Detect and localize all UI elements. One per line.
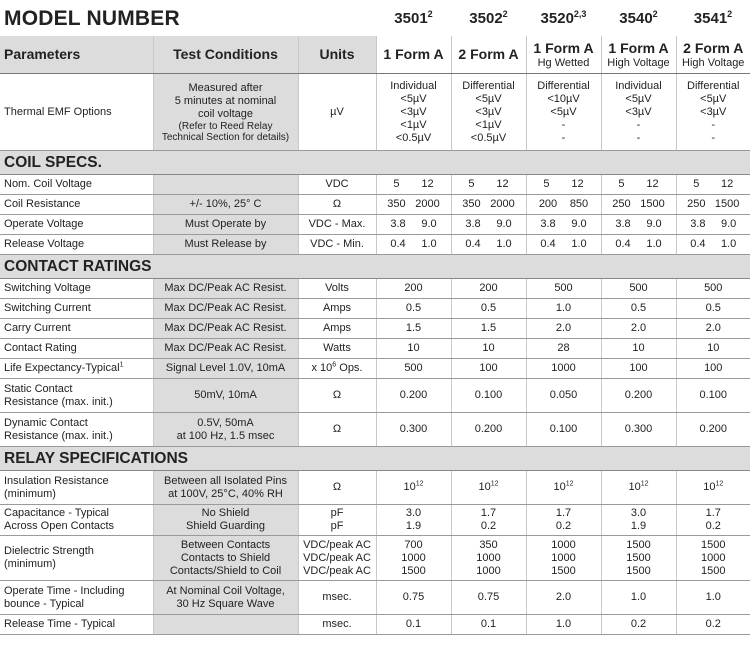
section-title: RELAY SPECIFICATIONS <box>0 447 750 471</box>
section-title: COIL SPECS. <box>0 151 750 175</box>
test-condition: +/- 10%, 25° C <box>153 195 298 215</box>
value-cell: 0.100 <box>451 379 526 413</box>
value-cell: $10^{12}$ <box>451 471 526 505</box>
test-condition: Must Release by <box>153 235 298 255</box>
test-condition: Max DC/Peak AC Resist. <box>153 299 298 319</box>
value-cell: 0.4 1.0 <box>601 235 676 255</box>
release-time-row <box>0 615 750 635</box>
value-cell: 10 <box>676 339 750 359</box>
life-expectancy-typical-row <box>0 359 750 379</box>
value-cell: $10^{12}$ <box>526 471 601 505</box>
value-cell: 0.300 <box>376 413 451 447</box>
value-cell: 0.75 <box>451 581 526 615</box>
release-voltage-row <box>0 235 750 255</box>
model-3501: 3501$^2$ <box>394 8 433 27</box>
header-form-3502: 2 Form A <box>451 36 526 74</box>
column-header-row <box>0 36 750 74</box>
value-cell: 200 850 <box>526 195 601 215</box>
header-form-3541: 2 Form A High Voltage <box>676 36 750 74</box>
value-cell: 350 1000 1000 <box>451 536 526 581</box>
insulation-resistance-row <box>0 471 750 505</box>
test-condition: 50mV, 10mA <box>153 379 298 413</box>
unit: VDC <box>298 175 376 195</box>
carry-current-row <box>0 319 750 339</box>
value-cell: $10^{12}$ <box>676 471 750 505</box>
value-cell: 5 12 <box>451 175 526 195</box>
test-condition: Between Contacts Contacts to Shield Contacts/Shield to Coil <box>153 536 298 581</box>
param-label: Static Contact Resistance (max. init.) <box>0 379 153 413</box>
value-cell: 0.2 <box>676 615 750 635</box>
unit: msec. <box>298 581 376 615</box>
nom-coil-voltage-row <box>0 175 750 195</box>
value-cell: 1500 1500 1500 <box>601 536 676 581</box>
value-cell: 0.5 <box>676 299 750 319</box>
contact-rating-row <box>0 339 750 359</box>
value-cell: $10^{12}$ <box>376 471 451 505</box>
test-condition: Max DC/Peak AC Resist. <box>153 319 298 339</box>
test-condition: Between all Isolated Pins at 100V, 25°C, 40% RH <box>153 471 298 505</box>
param-label: Thermal EMF Options <box>0 74 153 151</box>
value-cell: Differential <5µV <3µV <1µV <0.5µV <box>451 74 526 151</box>
value-cell: 0.200 <box>601 379 676 413</box>
param-label: Contact Rating <box>0 339 153 359</box>
model-3541: 3541$^2$ <box>693 8 733 27</box>
value-cell: 200 <box>451 279 526 299</box>
switching-voltage-row <box>0 279 750 299</box>
test-condition: At Nominal Coil Voltage, 30 Hz Square Wave <box>153 581 298 615</box>
value-cell: $10^{12}$ <box>601 471 676 505</box>
unit: msec. <box>298 615 376 635</box>
value-cell: 3.8 9.0 <box>676 215 750 235</box>
value-cell: 2.0 <box>526 319 601 339</box>
value-cell: 200 <box>376 279 451 299</box>
value-cell: 3.8 9.0 <box>376 215 451 235</box>
value-cell: 2.0 <box>526 581 601 615</box>
unit: VDC - Min. <box>298 235 376 255</box>
value-cell: 1.0 <box>526 615 601 635</box>
param-label: Operate Voltage <box>0 215 153 235</box>
value-cell: 1.0 <box>676 581 750 615</box>
value-cell: 100 <box>451 359 526 379</box>
model-number-title: MODEL NUMBER <box>4 6 180 30</box>
value-cell: Differential <5µV <3µV - - <box>676 74 750 151</box>
value-cell: 0.4 1.0 <box>451 235 526 255</box>
param-label: Dielectric Strength (minimum) <box>0 536 153 581</box>
value-cell: 3.8 9.0 <box>526 215 601 235</box>
value-cell: 1000 <box>526 359 601 379</box>
value-cell: 1.7 0.2 <box>526 505 601 536</box>
unit: VDC/peak AC VDC/peak AC VDC/peak AC <box>298 536 376 581</box>
param-label: Release Voltage <box>0 235 153 255</box>
unit: Volts <box>298 279 376 299</box>
test-condition <box>153 615 298 635</box>
value-cell: 0.050 <box>526 379 601 413</box>
unit: Ω <box>298 413 376 447</box>
value-cell: 1.5 <box>376 319 451 339</box>
value-cell: 0.300 <box>601 413 676 447</box>
model-3502: 3502$^2$ <box>469 8 508 27</box>
test-condition <box>153 175 298 195</box>
value-cell: 0.75 <box>376 581 451 615</box>
header-test-conditions: Test Conditions <box>153 36 298 74</box>
test-condition: Signal Level 1.0V, 10mA <box>153 359 298 379</box>
unit: Watts <box>298 339 376 359</box>
param-label: Insulation Resistance (minimum) <box>0 471 153 505</box>
value-cell: 10 <box>601 339 676 359</box>
value-cell: 0.4 1.0 <box>676 235 750 255</box>
value-cell: 5 12 <box>676 175 750 195</box>
value-cell: 350 2000 <box>376 195 451 215</box>
thermal-emf-row <box>0 74 750 151</box>
value-cell: 5 12 <box>376 175 451 195</box>
dielectric-strength-row <box>0 536 750 581</box>
unit: Ω <box>298 471 376 505</box>
value-cell: 3.0 1.9 <box>601 505 676 536</box>
static-contact-row <box>0 379 750 413</box>
param-label: Nom. Coil Voltage <box>0 175 153 195</box>
param-label: Life Expectancy-Typical$^1$ <box>0 359 153 379</box>
unit: VDC - Max. <box>298 215 376 235</box>
value-cell: 250 1500 <box>601 195 676 215</box>
param-label: Carry Current <box>0 319 153 339</box>
value-cell: 5 12 <box>526 175 601 195</box>
unit: Amps <box>298 319 376 339</box>
unit: x $10^6$ Ops. <box>298 359 376 379</box>
value-cell: Individual <5µV <3µV <1µV <0.5µV <box>376 74 451 151</box>
value-cell: Individual <5µV <3µV - - <box>601 74 676 151</box>
value-cell: 0.200 <box>676 413 750 447</box>
value-cell: 500 <box>676 279 750 299</box>
value-cell: 1500 1000 1500 <box>676 536 750 581</box>
param-label: Release Time - Typical <box>0 615 153 635</box>
model-3540: 3540$^2$ <box>619 8 658 27</box>
test-condition: 0.5V, 50mA at 100 Hz, 1.5 msec <box>153 413 298 447</box>
unit: pF pF <box>298 505 376 536</box>
value-cell: 0.4 1.0 <box>376 235 451 255</box>
test-condition: No Shield Shield Guarding <box>153 505 298 536</box>
unit: Ω <box>298 379 376 413</box>
operate-time-row <box>0 581 750 615</box>
value-cell: 10 <box>376 339 451 359</box>
param-label: Switching Voltage <box>0 279 153 299</box>
unit: Amps <box>298 299 376 319</box>
value-cell: 2.0 <box>676 319 750 339</box>
value-cell: 0.4 1.0 <box>526 235 601 255</box>
value-cell: 1.7 0.2 <box>676 505 750 536</box>
value-cell: 1.0 <box>601 581 676 615</box>
value-cell: 0.1 <box>376 615 451 635</box>
value-cell: 0.5 <box>376 299 451 319</box>
model-3520: 3520$^{2,3}$ <box>540 8 587 27</box>
value-cell: 700 1000 1500 <box>376 536 451 581</box>
param-label: Coil Resistance <box>0 195 153 215</box>
value-cell: 250 1500 <box>676 195 750 215</box>
value-cell: 0.200 <box>376 379 451 413</box>
value-cell: 28 <box>526 339 601 359</box>
param-label: Dynamic Contact Resistance (max. init.) <box>0 413 153 447</box>
value-cell: 3.8 9.0 <box>601 215 676 235</box>
value-cell: 0.1 <box>451 615 526 635</box>
value-cell: 500 <box>376 359 451 379</box>
param-label: Switching Current <box>0 299 153 319</box>
value-cell: 10 <box>451 339 526 359</box>
param-label: Capacitance - Typical Across Open Contacts <box>0 505 153 536</box>
test-condition: Max DC/Peak AC Resist. <box>153 279 298 299</box>
value-cell: 100 <box>601 359 676 379</box>
test-condition: Max DC/Peak AC Resist. <box>153 339 298 359</box>
value-cell: 1.7 0.2 <box>451 505 526 536</box>
value-cell: 1000 1000 1500 <box>526 536 601 581</box>
value-cell: 0.2 <box>601 615 676 635</box>
capacitance-row <box>0 505 750 536</box>
header-units: Units <box>298 36 376 74</box>
section-contact-ratings <box>0 255 750 279</box>
value-cell: 0.100 <box>526 413 601 447</box>
value-cell: 500 <box>601 279 676 299</box>
dynamic-contact-row <box>0 413 750 447</box>
value-cell: 0.5 <box>601 299 676 319</box>
value-cell: 1.5 <box>451 319 526 339</box>
header-parameters: Parameters <box>0 36 153 74</box>
test-condition: Must Operate by <box>153 215 298 235</box>
section-relay-specifications <box>0 447 750 471</box>
value-cell: 0.5 <box>451 299 526 319</box>
value-cell: 1.0 <box>526 299 601 319</box>
value-cell: 5 12 <box>601 175 676 195</box>
value-cell: 100 <box>676 359 750 379</box>
section-coil-specs <box>0 151 750 175</box>
switching-current-row <box>0 299 750 319</box>
param-label: Operate Time - Including bounce - Typical <box>0 581 153 615</box>
value-cell: 3.0 1.9 <box>376 505 451 536</box>
operate-voltage-row <box>0 215 750 235</box>
test-condition: Measured after 5 minutes at nominal coil voltage (Refer to Reed Relay Technical Section for details) <box>153 74 298 151</box>
header-form-3520: 1 Form A Hg Wetted <box>526 36 601 74</box>
model-number-row <box>0 0 750 36</box>
unit: Ω <box>298 195 376 215</box>
value-cell: 350 2000 <box>451 195 526 215</box>
value-cell: 0.200 <box>451 413 526 447</box>
value-cell: 0.100 <box>676 379 750 413</box>
section-title: CONTACT RATINGS <box>0 255 750 279</box>
header-form-3501: 1 Form A <box>376 36 451 74</box>
coil-resistance-row <box>0 195 750 215</box>
value-cell: 2.0 <box>601 319 676 339</box>
value-cell: Differential <10µV <5µV - - <box>526 74 601 151</box>
value-cell: 3.8 9.0 <box>451 215 526 235</box>
header-form-3540: 1 Form A High Voltage <box>601 36 676 74</box>
value-cell: 500 <box>526 279 601 299</box>
unit: µV <box>298 74 376 151</box>
